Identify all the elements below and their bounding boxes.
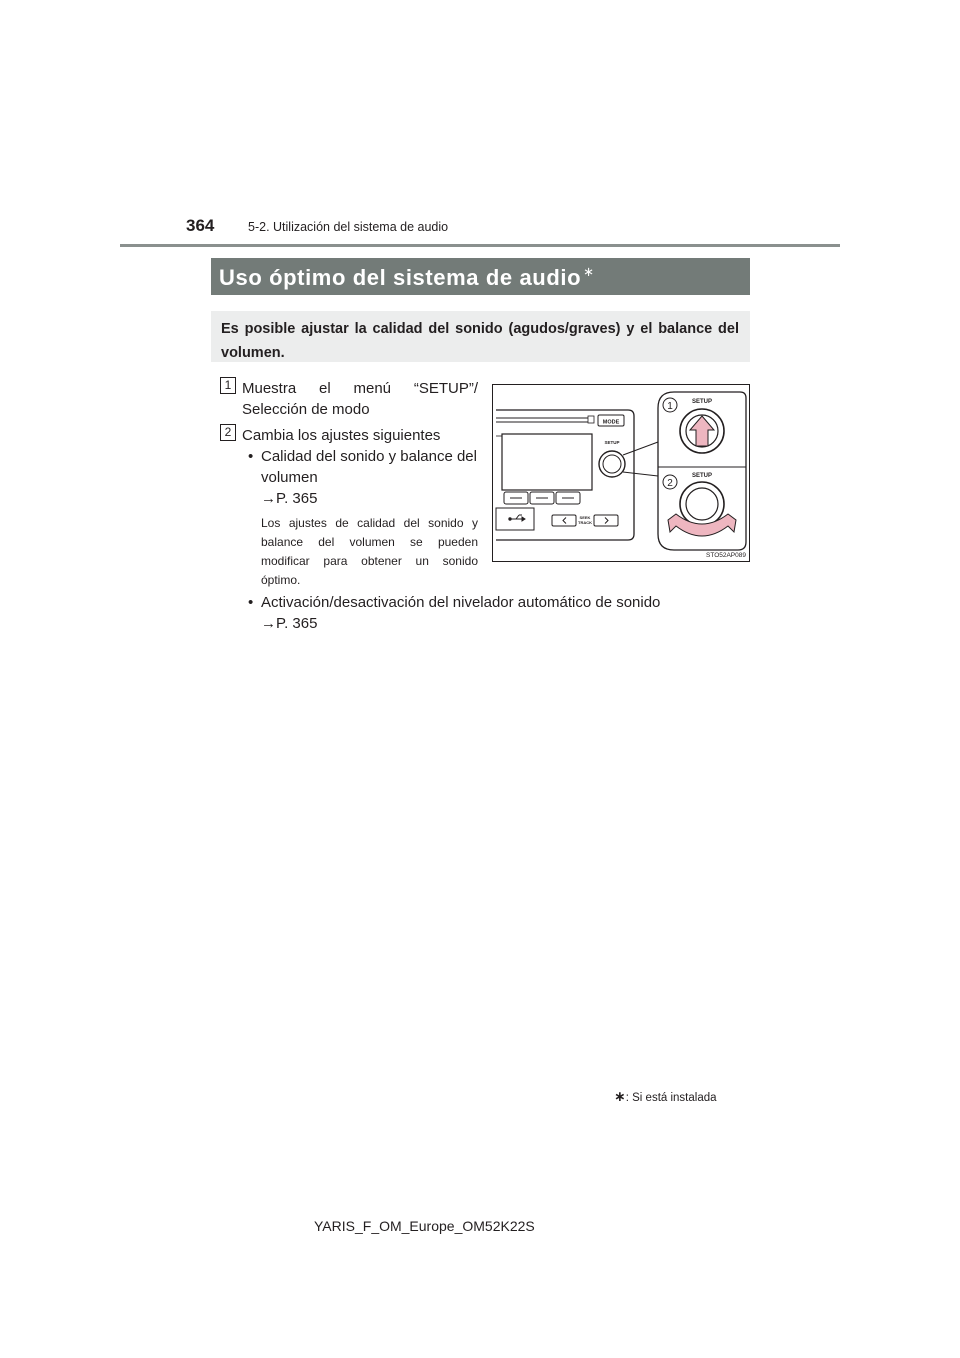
footnote (614, 1088, 717, 1105)
footnote-text: : Si está instalada (625, 1092, 717, 1104)
section-path: 5-2. Utilización del sistema de audio (248, 220, 449, 234)
seek-up-button (594, 515, 618, 526)
step-1-line-2: Selección de modo (242, 401, 370, 418)
note-line: modificar para obtener un sonido (261, 554, 478, 568)
track-label: TRACK (578, 520, 592, 525)
section-title: Uso óptimo del sistema de audio (219, 265, 582, 290)
zoom-knob-2-inner (686, 488, 718, 520)
figure-code: STO52AP089 (706, 552, 746, 559)
note-line: Los ajustes de calidad del sonido y (261, 516, 478, 530)
note-line: balance del volumen se pueden (261, 535, 478, 549)
header-rule (120, 244, 840, 247)
bullet-2-marker: • (248, 594, 254, 611)
callout-2: 2 (667, 478, 673, 489)
callout-1: 1 (667, 401, 673, 412)
bullet-1-line-2: volumen (261, 469, 318, 486)
step-number-2: 2 (220, 424, 236, 441)
step-1-line-1: Muestra el menú “SETUP”/ (242, 380, 478, 397)
setup-knob-inner (603, 455, 621, 473)
seek-down-button (552, 515, 576, 526)
bullet-2-ref[interactable]: →P. 365 (261, 615, 318, 632)
bullet-2-line-1: Activación/desactivación del nivelador automático de sonido (261, 594, 661, 611)
zoom-setup-label-2: SETUP (691, 473, 713, 479)
display-screen (502, 434, 592, 490)
note-line: óptimo. (261, 573, 301, 587)
step-number-1: 1 (220, 377, 236, 394)
page-number: 364 (186, 216, 215, 235)
bullet-1-marker: • (248, 448, 254, 465)
bullet-1-note (261, 514, 478, 590)
audio-panel-figure (492, 384, 750, 562)
optional-marker: ∗ (583, 264, 595, 279)
mode-label: MODE (602, 419, 620, 426)
setup-label: SETUP (604, 440, 620, 445)
section-title-bar (211, 258, 750, 295)
seek-label: SEEK (579, 515, 591, 520)
intro-box: Es posible ajustar la calidad del sonido (agudos/graves) y el balance del volumen. (211, 311, 750, 362)
step-2-line-1: Cambia los ajustes siguientes (242, 427, 441, 444)
footer-doc-code: YARIS_F_OM_Europe_OM52K22S (314, 1218, 535, 1234)
bullet-1-ref[interactable]: →P. 365 (261, 490, 318, 507)
zoom-setup-label-1: SETUP (691, 399, 713, 405)
bullet-1-line-1: Calidad del sonido y balance del (261, 448, 477, 465)
footnote-marker: ∗ (614, 1088, 626, 1104)
